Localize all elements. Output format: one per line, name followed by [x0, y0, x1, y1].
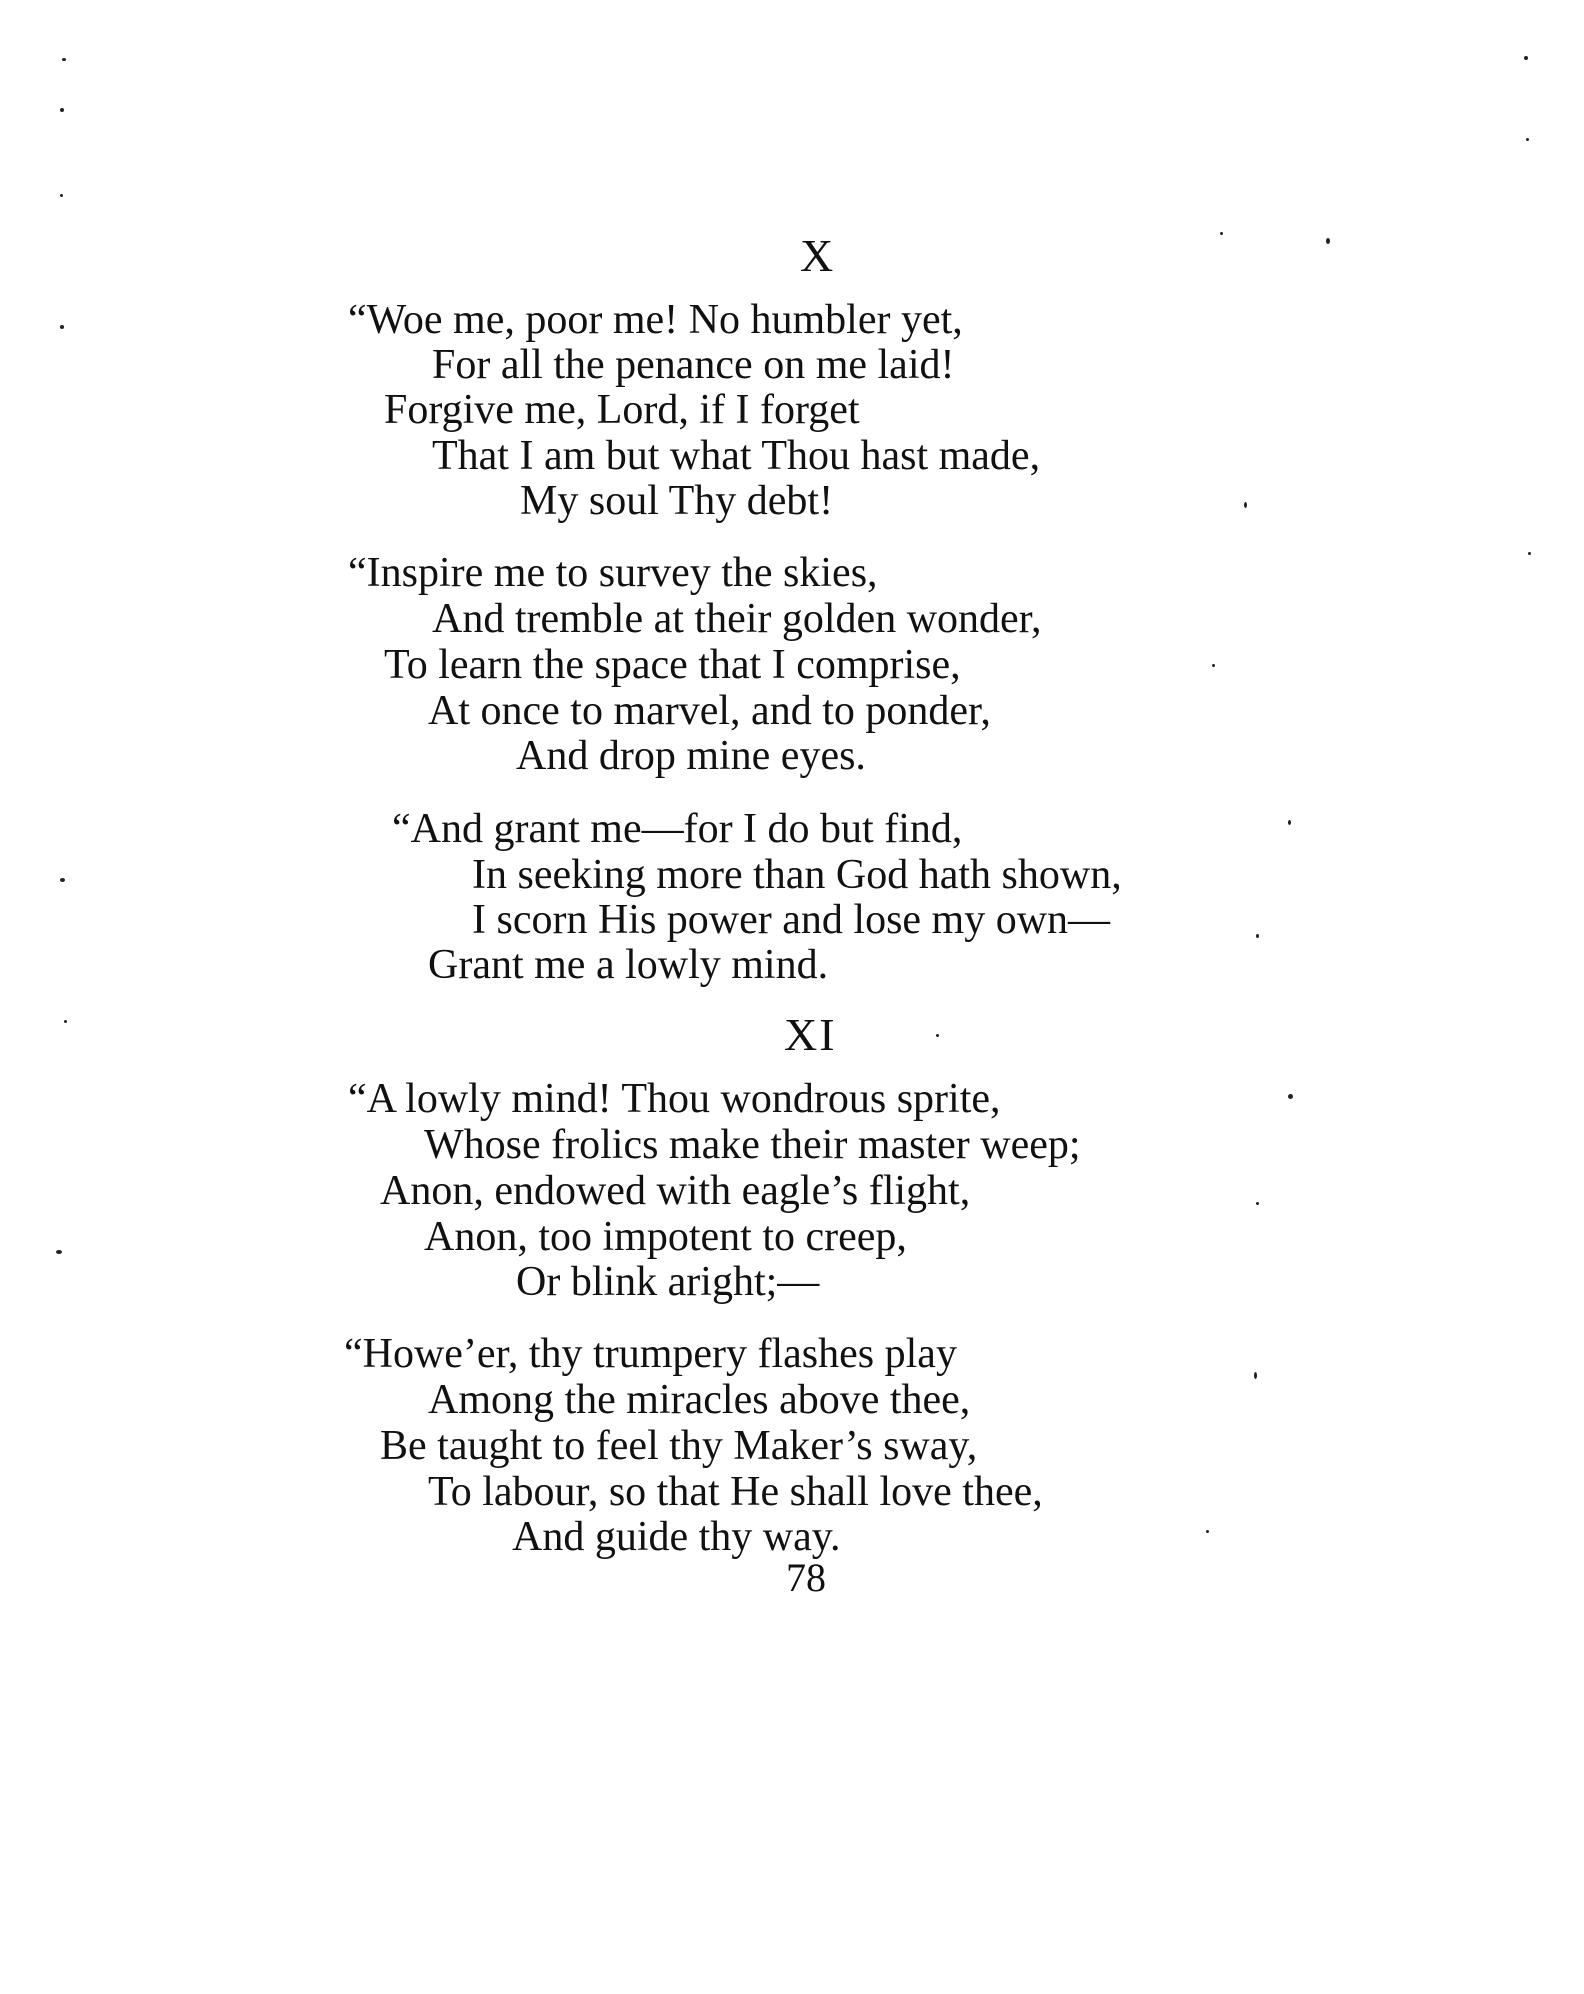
scan-speck — [64, 1020, 67, 1023]
poem-line: “Howe’er, thy trumpery flashes play — [344, 1331, 957, 1377]
poem-line: Anon, endowed with eagle’s flight, — [380, 1168, 971, 1214]
scan-speck — [1288, 820, 1291, 825]
page-number: 78 — [786, 1555, 826, 1600]
poem-line: “And grant me—for I do but find, — [392, 806, 963, 852]
poem-line: I scorn His power and lose my own— — [472, 897, 1111, 943]
scan-speck — [62, 58, 66, 61]
scan-speck — [60, 194, 63, 197]
scan-speck — [1220, 232, 1223, 235]
poem-line: “Inspire me to survey the skies, — [348, 550, 878, 596]
poem-line: Be taught to feel thy Maker’s sway, — [380, 1423, 978, 1469]
scan-speck — [936, 1034, 939, 1037]
scan-speck — [1256, 1202, 1259, 1205]
scan-speck — [1206, 1530, 1209, 1533]
scan-speck — [1524, 56, 1528, 60]
poem-line: Grant me a lowly mind. — [428, 942, 829, 988]
scan-speck — [1212, 664, 1215, 667]
poem-line: Or blink aright;— — [516, 1259, 820, 1305]
scan-speck — [1528, 552, 1531, 555]
poem-line: At once to marvel, and to ponder, — [428, 688, 991, 734]
scan-speck — [56, 1250, 62, 1254]
poem-line: Among the miracles above thee, — [428, 1377, 971, 1423]
poem-line: Anon, too impotent to creep, — [424, 1214, 907, 1260]
poem-line: For all the penance on me laid! — [432, 342, 955, 388]
section-heading-x: X — [800, 230, 836, 281]
poem-line: “A lowly mind! Thou wondrous sprite, — [348, 1076, 1001, 1122]
poem-line: Whose frolics make their master weep; — [424, 1122, 1081, 1168]
scan-speck — [60, 325, 64, 329]
scan-speck — [1326, 238, 1330, 244]
poem-line: And guide thy way. — [512, 1514, 841, 1560]
section-heading-xi: XI — [784, 1009, 837, 1060]
poem-line: Forgive me, Lord, if I forget — [384, 387, 860, 433]
scan-speck — [1254, 1372, 1257, 1379]
scan-speck — [1244, 502, 1247, 508]
scan-speck — [1526, 138, 1529, 141]
poem-line: “Woe me, poor me! No humbler yet, — [348, 297, 963, 343]
poem-line: To learn the space that I comprise, — [384, 642, 961, 688]
poem-line: And drop mine eyes. — [516, 733, 866, 779]
poem-line: That I am but what Thou hast made, — [432, 433, 1041, 479]
poem-line: And tremble at their golden wonder, — [432, 596, 1042, 642]
poem-line: In seeking more than God hath shown, — [472, 852, 1122, 898]
poem-line: My soul Thy debt! — [520, 478, 834, 524]
scan-speck — [1256, 934, 1259, 938]
poem-line: To labour, so that He shall love thee, — [428, 1469, 1043, 1515]
scan-speck — [60, 878, 65, 882]
scan-speck — [60, 108, 64, 112]
scan-speck — [1288, 1094, 1293, 1099]
